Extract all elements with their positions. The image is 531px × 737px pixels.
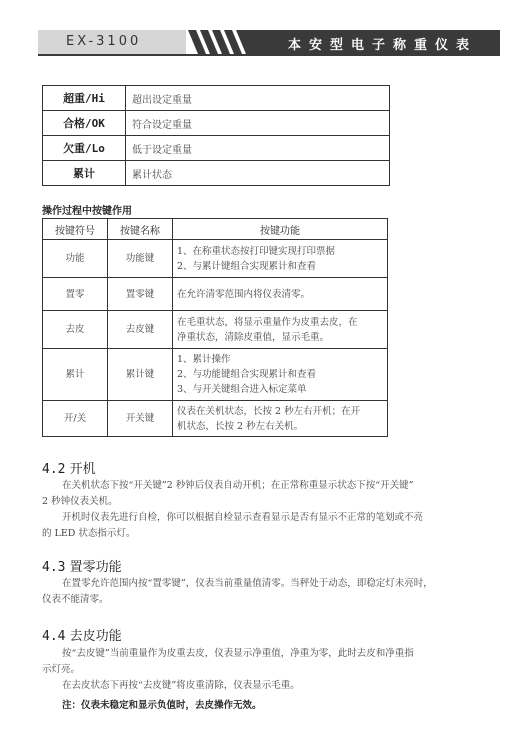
header-model-bar — [38, 30, 186, 54]
table-row — [43, 311, 388, 349]
keys-table — [42, 218, 388, 437]
key-function — [173, 349, 388, 401]
key-function-line: 仪表在关机状态，长按 2 秒左右开机；在开 — [177, 405, 361, 417]
table-row — [43, 161, 390, 186]
key-function-line: 3、与开关键组合进入标定菜单 — [177, 384, 307, 395]
table-row — [43, 349, 388, 401]
key-symbol: 置零 — [43, 278, 108, 311]
status-desc: 累计状态 — [126, 161, 390, 186]
key-function-line: 1、累计操作 — [177, 354, 231, 365]
status-key: 累计 — [43, 161, 126, 186]
paragraph-line: 仪表不能清零。 — [42, 594, 109, 605]
paragraph-line: 按“去皮键”当前重量作为皮重去皮，仪表显示净重值，净重为零，此时去皮和净重指 — [62, 648, 414, 659]
table-row — [43, 240, 388, 278]
status-key: 合格/OK — [43, 111, 126, 136]
status-key: 欠重/Lo — [43, 136, 126, 161]
key-symbol: 开/关 — [43, 401, 108, 437]
status-desc: 超出设定重量 — [126, 86, 390, 111]
key-symbol: 累计 — [43, 349, 108, 401]
key-name: 累计键 — [108, 349, 173, 401]
key-name: 功能键 — [108, 240, 173, 278]
keys-table-caption: 操作过程中按键作用 — [42, 206, 132, 217]
paragraph-line: 在置零允许范围内按“置零键”，仪表当前重量值清零。当秤处于动态，即稳定灯未亮时， — [62, 578, 433, 589]
key-function-line: 净重状态，清除皮重值，显示毛重。 — [177, 331, 330, 343]
section-body-power — [42, 478, 492, 542]
header-rule — [38, 54, 500, 56]
key-symbol: 功能 — [43, 240, 108, 278]
key-symbol: 去皮 — [43, 311, 108, 349]
key-name: 开关键 — [108, 401, 173, 437]
paragraph-line: 在去皮状态下再按“去皮键”将皮重清除，仪表显示毛重。 — [62, 680, 300, 691]
key-function-line: 在毛重状态，将显示重量作为皮重去皮，在 — [177, 316, 358, 328]
section-heading-tare: 4.4 去皮功能 — [42, 629, 122, 644]
column-header: 按键名称 — [108, 219, 173, 240]
table-row — [43, 86, 390, 111]
key-function-line: 1、在称重状态按打印键实现打印票据 — [177, 245, 336, 257]
paragraph-line: 2 秒钟仪表关机。 — [42, 496, 118, 507]
table-row — [43, 278, 388, 311]
key-function — [173, 311, 388, 349]
status-key: 超重/Hi — [43, 86, 126, 111]
paragraph-line: 的 LED 状态指示灯。 — [42, 528, 136, 539]
paragraph-line: 在关机状态下按“开关键”2 秒钟后仪表自动开机；在正常称重显示状态下按“开关键” — [62, 480, 414, 491]
status-table — [42, 85, 390, 186]
key-name: 置零键 — [108, 278, 173, 311]
document-title: 本安型电子称重仪表 — [288, 38, 478, 53]
key-function-line: 2、与累计键组合实现累计和查看 — [177, 260, 317, 272]
table-row — [43, 136, 390, 161]
header-title-bar — [248, 30, 500, 54]
paragraph-line: 示灯亮。 — [42, 664, 81, 675]
section-heading-zero: 4.3 置零功能 — [42, 560, 122, 575]
key-function — [173, 401, 388, 437]
paragraph-line: 开机时仪表先进行自检，你可以根据自检显示查看显示是否有显示不正常的笔划或不亮 — [62, 512, 424, 523]
status-desc: 低于设定重量 — [126, 136, 390, 161]
section-heading-power: 4.2 开机 — [42, 462, 96, 477]
key-function — [173, 278, 388, 311]
key-function-line: 在允许清零范围内将仪表清零。 — [177, 288, 311, 300]
key-function — [173, 240, 388, 278]
column-header: 按键符号 — [43, 219, 108, 240]
tare-note: 注：仪表未稳定和显示负值时，去皮操作无效。 — [62, 700, 262, 711]
header-stripes-decoration — [188, 30, 248, 54]
section-body-zero — [42, 576, 492, 608]
key-name: 去皮键 — [108, 311, 173, 349]
table-row — [43, 111, 390, 136]
column-header: 按键功能 — [173, 219, 388, 240]
table-header-row — [43, 219, 388, 240]
page-header — [38, 30, 500, 56]
key-function-line: 机状态，长按 2 秒左右关机。 — [177, 420, 304, 432]
key-function-line: 2、与功能键组合实现累计和查看 — [177, 369, 317, 380]
section-body-tare — [42, 646, 492, 694]
status-desc: 符合设定重量 — [126, 111, 390, 136]
model-label: EX-3100 — [66, 34, 142, 49]
table-row — [43, 401, 388, 437]
